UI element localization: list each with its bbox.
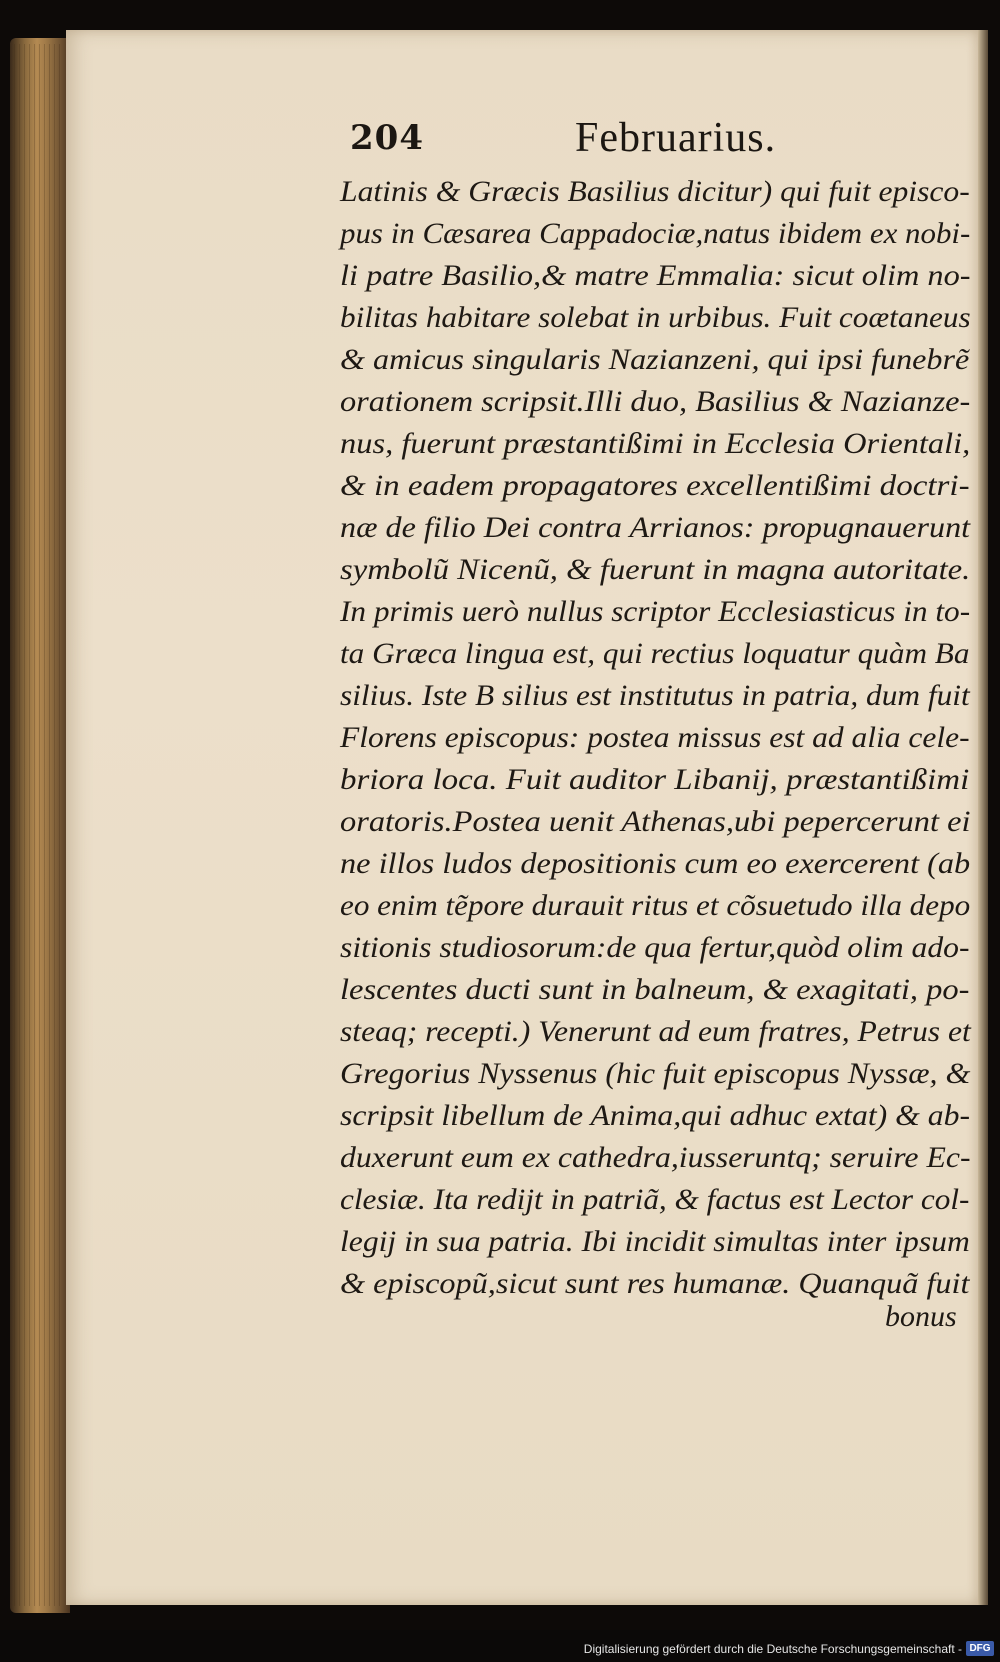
text-line: bilitas habitare solebat in urbibus. Fuit coætaneus: [340, 301, 971, 334]
text-line: nus, fuerunt præstantißimi in Ecclesia Orientali,: [340, 427, 971, 460]
text-line: & amicus singularis Nazianzeni, qui ipsi funebrẽ: [340, 343, 970, 376]
text-line: ne illos ludos depositionis cum eo exercerent (ab: [340, 847, 971, 880]
page-header: [350, 115, 800, 178]
text-line: steaq; recepti.) Venerunt ad eum fratres, Petrus et: [340, 1015, 971, 1048]
text-line: duxerunt eum ex cathedra,iusseruntq; seruire Ec-: [340, 1141, 971, 1174]
page-gutter: [978, 30, 988, 1605]
running-head: Februarius.: [575, 115, 777, 161]
text-line: sitionis studiosorum:de qua fertur,quòd olim ado-: [340, 931, 970, 964]
text-line: scripsit libellum de Anima,qui adhuc extat) & ab-: [340, 1099, 971, 1132]
text-line: & in eadem propagatores excellentißimi doctri-: [340, 469, 970, 502]
text-line: oratoris.Postea uenit Athenas,ubi pepercerunt ei: [340, 805, 971, 838]
text-line: legij in sua patria. Ibi incidit simultas inter ipsum: [340, 1225, 970, 1258]
text-line: In primis uerò nullus scriptor Ecclesiasticus in to-: [340, 595, 971, 628]
text-line: briora loca. Fuit auditor Libanij, præstantißimi: [340, 763, 970, 796]
text-line: næ de filio Dei contra Arrianos: propugnauerunt: [340, 511, 971, 544]
text-line: Florens episcopus: postea missus est ad alia cele-: [340, 721, 970, 754]
text-line: clesiæ. Ita redijt in patriã, & factus est Lector col-: [340, 1183, 970, 1216]
text-line: & episcopũ,sicut sunt res humanæ. Quanquã fuit: [340, 1267, 970, 1300]
dfg-logo: DFG: [966, 1641, 994, 1656]
text-line: lescentes ducti sunt in balneum, & exagitati, po-: [340, 973, 970, 1006]
catchword: bonus: [885, 1300, 957, 1333]
page-number: 204: [350, 118, 424, 158]
text-line: eo enim tẽpore durauit ritus et cõsuetudo illa depo: [340, 889, 971, 922]
text-line: Latinis & Græcis Basilius dicitur) qui fuit episco-: [340, 175, 970, 208]
text-line: pus in Cæsarea Cappadociæ,natus ibidem ex nobi-: [340, 217, 971, 250]
funding-credit: Digitalisierung gefördert durch die Deutsche Forschungsgemeinschaft -: [583, 1642, 962, 1656]
text-line: li patre Basilio,& matre Emmalia: sicut olim no-: [340, 259, 971, 292]
text-line: ta Græca lingua est, qui rectius loquatur quàm Ba: [340, 637, 970, 670]
page-stack-lines: [14, 44, 64, 1606]
digitization-footer: [0, 1638, 1000, 1662]
text-line: silius. Iste B silius est institutus in patria, dum fuit: [340, 679, 970, 712]
text-line: symbolũ Nicenũ, & fuerunt in magna autoritate.: [340, 553, 971, 586]
text-line: orationem scripsit.Illi duo, Basilius & Nazianze-: [340, 385, 971, 418]
text-line: Gregorius Nyssenus (hic fuit episcopus Nyssæ, &: [340, 1057, 971, 1090]
